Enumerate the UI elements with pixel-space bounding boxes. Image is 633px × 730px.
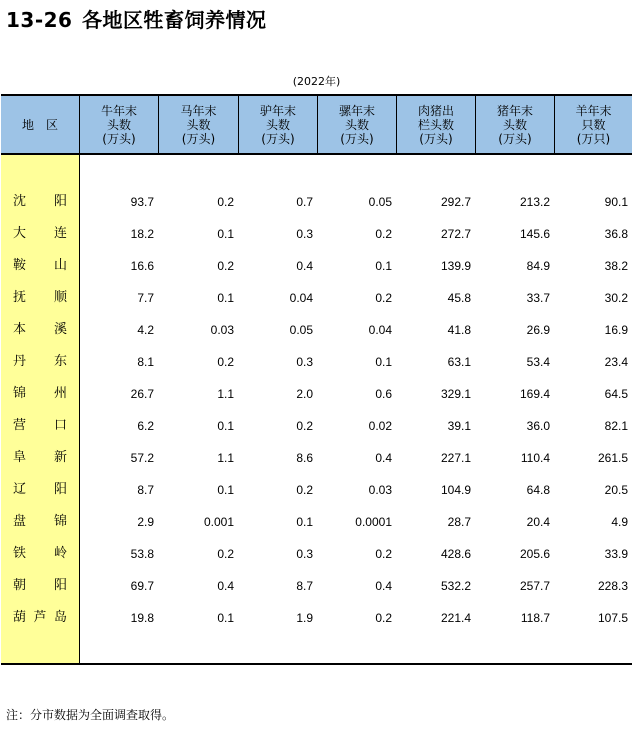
region-name <box>13 314 67 346</box>
region-char: 州 <box>53 386 67 401</box>
region-char: 阳 <box>53 578 67 593</box>
table-row <box>1 410 632 442</box>
cell-donkeys: 0.3 <box>296 547 313 561</box>
cell-sheep: 16.9 <box>604 323 628 337</box>
table-row <box>1 602 632 634</box>
cell-horses: 0.1 <box>217 419 234 433</box>
cell-donkeys: 0.05 <box>289 323 313 337</box>
cell-hogs-slaughtered: 329.1 <box>440 387 471 401</box>
cell-sheep: 90.1 <box>604 195 628 209</box>
cell-donkeys: 0.04 <box>289 291 313 305</box>
cell-donkeys: 0.1 <box>296 515 313 529</box>
region-name <box>13 570 67 602</box>
cell-cattle: 26.7 <box>130 387 154 401</box>
cell-horses: 0.1 <box>217 227 234 241</box>
region-char: 山 <box>53 258 67 273</box>
cell-cattle: 69.7 <box>130 579 154 593</box>
cell-donkeys: 0.7 <box>296 195 313 209</box>
table-row <box>1 346 632 378</box>
cell-horses: 0.001 <box>203 515 234 529</box>
page-title <box>6 4 267 33</box>
cell-donkeys: 8.6 <box>296 451 313 465</box>
table-row <box>1 442 632 474</box>
region-char: 东 <box>53 354 67 369</box>
cell-cattle: 7.7 <box>137 291 154 305</box>
cell-mules: 0.0001 <box>355 515 392 529</box>
cell-cattle: 2.9 <box>137 515 154 529</box>
cell-mules: 0.02 <box>368 419 392 433</box>
cell-hogs-slaughtered: 28.7 <box>447 515 471 529</box>
cell-cattle: 8.1 <box>137 355 154 369</box>
header-cattle <box>80 96 158 153</box>
cell-pigs: 118.7 <box>520 611 550 625</box>
region-name <box>13 346 67 378</box>
region-char: 连 <box>53 226 67 241</box>
region-name <box>13 250 67 282</box>
region-char: 锦 <box>53 514 67 529</box>
table-title: 各地区牲畜饲养情况 <box>82 8 267 32</box>
table-number: 13-26 <box>6 8 73 32</box>
region-char: 辽 <box>13 482 27 497</box>
region-name <box>13 218 67 250</box>
cell-horses: 0.2 <box>217 355 234 369</box>
cell-sheep: 228.3 <box>597 579 628 593</box>
cell-horses: 0.1 <box>217 611 234 625</box>
header-region-label: 地 区 <box>21 117 58 132</box>
table-row <box>1 218 632 250</box>
cell-pigs: 20.4 <box>526 515 550 529</box>
cell-hogs-slaughtered: 45.8 <box>447 291 471 305</box>
cell-horses: 0.2 <box>217 195 234 209</box>
cell-mules: 0.1 <box>375 355 392 369</box>
cell-horses: 1.1 <box>217 387 234 401</box>
table-row <box>1 314 632 346</box>
table-row <box>1 506 632 538</box>
cell-donkeys: 8.7 <box>296 579 313 593</box>
cell-sheep: 20.5 <box>604 483 628 497</box>
cell-cattle: 4.2 <box>137 323 154 337</box>
cell-hogs-slaughtered: 104.9 <box>440 483 471 497</box>
cell-pigs: 53.4 <box>526 355 550 369</box>
cell-sheep: 107.5 <box>597 611 628 625</box>
table-row <box>1 474 632 506</box>
cell-sheep: 33.9 <box>604 547 628 561</box>
cell-cattle: 19.8 <box>130 611 154 625</box>
cell-donkeys: 0.2 <box>296 483 313 497</box>
table-row <box>1 250 632 282</box>
header-bottom-border <box>1 153 632 155</box>
table-bottom-border <box>1 663 632 665</box>
region-char: 鞍 <box>13 258 27 273</box>
header-hogs-slaughtered <box>397 96 475 153</box>
cell-mules: 0.05 <box>368 195 392 209</box>
cell-pigs: 26.9 <box>526 323 550 337</box>
cell-sheep: 30.2 <box>604 291 628 305</box>
footnote: 注：分市数据为全面调查取得。 <box>6 708 175 722</box>
cell-cattle: 6.2 <box>137 419 154 433</box>
cell-pigs: 213.2 <box>519 195 550 209</box>
cell-hogs-slaughtered: 39.1 <box>447 419 471 433</box>
cell-mules: 0.2 <box>375 547 392 561</box>
cell-pigs: 205.6 <box>519 547 550 561</box>
cell-cattle: 93.7 <box>130 195 154 209</box>
region-char: 口 <box>53 418 67 433</box>
region-name <box>13 410 67 442</box>
cell-sheep: 4.9 <box>611 515 628 529</box>
cell-cattle: 16.6 <box>130 259 154 273</box>
cell-mules: 0.2 <box>375 291 392 305</box>
cell-sheep: 23.4 <box>604 355 628 369</box>
table-row <box>1 186 632 218</box>
cell-mules: 0.4 <box>375 451 392 465</box>
region-char: 本 <box>13 322 27 337</box>
region-char: 阜 <box>13 450 27 465</box>
cell-hogs-slaughtered: 41.8 <box>447 323 471 337</box>
region-char: 新 <box>53 450 67 465</box>
header-mules <box>318 96 396 153</box>
cell-horses: 0.1 <box>217 483 234 497</box>
region-char: 大 <box>13 226 27 241</box>
cell-sheep: 38.2 <box>604 259 628 273</box>
region-char: 沈 <box>13 194 27 209</box>
region-char: 顺 <box>53 290 67 305</box>
region-char: 溪 <box>53 322 67 337</box>
region-name <box>13 282 67 314</box>
cell-sheep: 64.5 <box>604 387 628 401</box>
livestock-table <box>1 94 632 665</box>
region-char: 锦 <box>13 386 27 401</box>
header-label: 驴年末 头数 (万头) <box>259 103 296 146</box>
cell-pigs: 64.8 <box>526 483 550 497</box>
cell-donkeys: 0.3 <box>296 355 313 369</box>
cell-mules: 0.2 <box>375 227 392 241</box>
cell-hogs-slaughtered: 292.7 <box>440 195 471 209</box>
region-name <box>13 186 67 218</box>
year-label: (2022年) <box>292 75 341 88</box>
cell-cattle: 8.7 <box>137 483 154 497</box>
region-char: 阳 <box>53 482 67 497</box>
cell-cattle: 53.8 <box>130 547 154 561</box>
cell-pigs: 36.0 <box>526 419 550 433</box>
cell-donkeys: 0.4 <box>296 259 313 273</box>
header-region <box>1 96 79 153</box>
region-char: 岭 <box>53 546 67 561</box>
header-horses <box>159 96 238 153</box>
region-name <box>13 538 67 570</box>
cell-cattle: 18.2 <box>130 227 154 241</box>
table-row <box>1 538 632 570</box>
header-sheep <box>555 96 632 153</box>
cell-horses: 0.1 <box>217 291 234 305</box>
cell-donkeys: 1.9 <box>296 611 313 625</box>
region-char: 抚 <box>13 290 27 305</box>
header-label: 马年末 头数 (万头) <box>180 103 217 146</box>
table-row <box>1 378 632 410</box>
cell-sheep: 36.8 <box>604 227 628 241</box>
region-char: 丹 <box>13 354 27 369</box>
cell-pigs: 145.6 <box>519 227 550 241</box>
region-char: 朝 <box>13 578 27 593</box>
cell-mules: 0.4 <box>375 579 392 593</box>
cell-hogs-slaughtered: 227.1 <box>440 451 471 465</box>
header-donkeys <box>239 96 317 153</box>
region-name <box>13 474 67 506</box>
cell-pigs: 84.9 <box>526 259 550 273</box>
cell-hogs-slaughtered: 139.9 <box>440 259 471 273</box>
cell-cattle: 57.2 <box>130 451 154 465</box>
cell-donkeys: 2.0 <box>296 387 313 401</box>
header-label: 骡年末 头数 (万头) <box>338 103 375 146</box>
region-name <box>13 378 67 410</box>
cell-donkeys: 0.3 <box>296 227 313 241</box>
region-char: 铁 <box>13 546 27 561</box>
region-char: 营 <box>13 418 27 433</box>
cell-horses: 0.4 <box>217 579 234 593</box>
cell-horses: 1.1 <box>217 451 234 465</box>
cell-hogs-slaughtered: 428.6 <box>440 547 471 561</box>
region-char: 阳 <box>53 194 67 209</box>
region-name <box>13 602 67 634</box>
cell-horses: 0.03 <box>210 323 234 337</box>
cell-mules: 0.2 <box>375 611 392 625</box>
region-char: 岛 <box>53 610 67 625</box>
cell-pigs: 110.4 <box>520 451 550 465</box>
cell-mules: 0.1 <box>375 259 392 273</box>
header-label: 肉猪出 栏头数 (万头) <box>417 103 454 146</box>
cell-horses: 0.2 <box>217 259 234 273</box>
cell-hogs-slaughtered: 221.4 <box>440 611 471 625</box>
cell-pigs: 33.7 <box>526 291 550 305</box>
region-char: 葫 <box>13 610 27 625</box>
cell-horses: 0.2 <box>217 547 234 561</box>
cell-hogs-slaughtered: 272.7 <box>440 227 471 241</box>
header-label: 羊年末 只数 (万只) <box>575 103 612 146</box>
cell-pigs: 169.4 <box>519 387 550 401</box>
cell-hogs-slaughtered: 63.1 <box>447 355 471 369</box>
cell-sheep: 261.5 <box>597 451 628 465</box>
cell-pigs: 257.7 <box>519 579 550 593</box>
region-name <box>13 506 67 538</box>
cell-hogs-slaughtered: 532.2 <box>440 579 471 593</box>
region-char: 盘 <box>13 514 27 529</box>
cell-mules: 0.6 <box>375 387 392 401</box>
header-label: 猪年末 头数 (万头) <box>496 103 533 146</box>
cell-mules: 0.04 <box>368 323 392 337</box>
header-pigs <box>476 96 554 153</box>
table-row <box>1 282 632 314</box>
cell-mules: 0.03 <box>368 483 392 497</box>
table-row <box>1 570 632 602</box>
header-label: 牛年末 头数 (万头) <box>100 103 137 146</box>
region-char: 芦 <box>33 610 47 625</box>
region-name <box>13 442 67 474</box>
cell-donkeys: 0.2 <box>296 419 313 433</box>
cell-sheep: 82.1 <box>604 419 628 433</box>
